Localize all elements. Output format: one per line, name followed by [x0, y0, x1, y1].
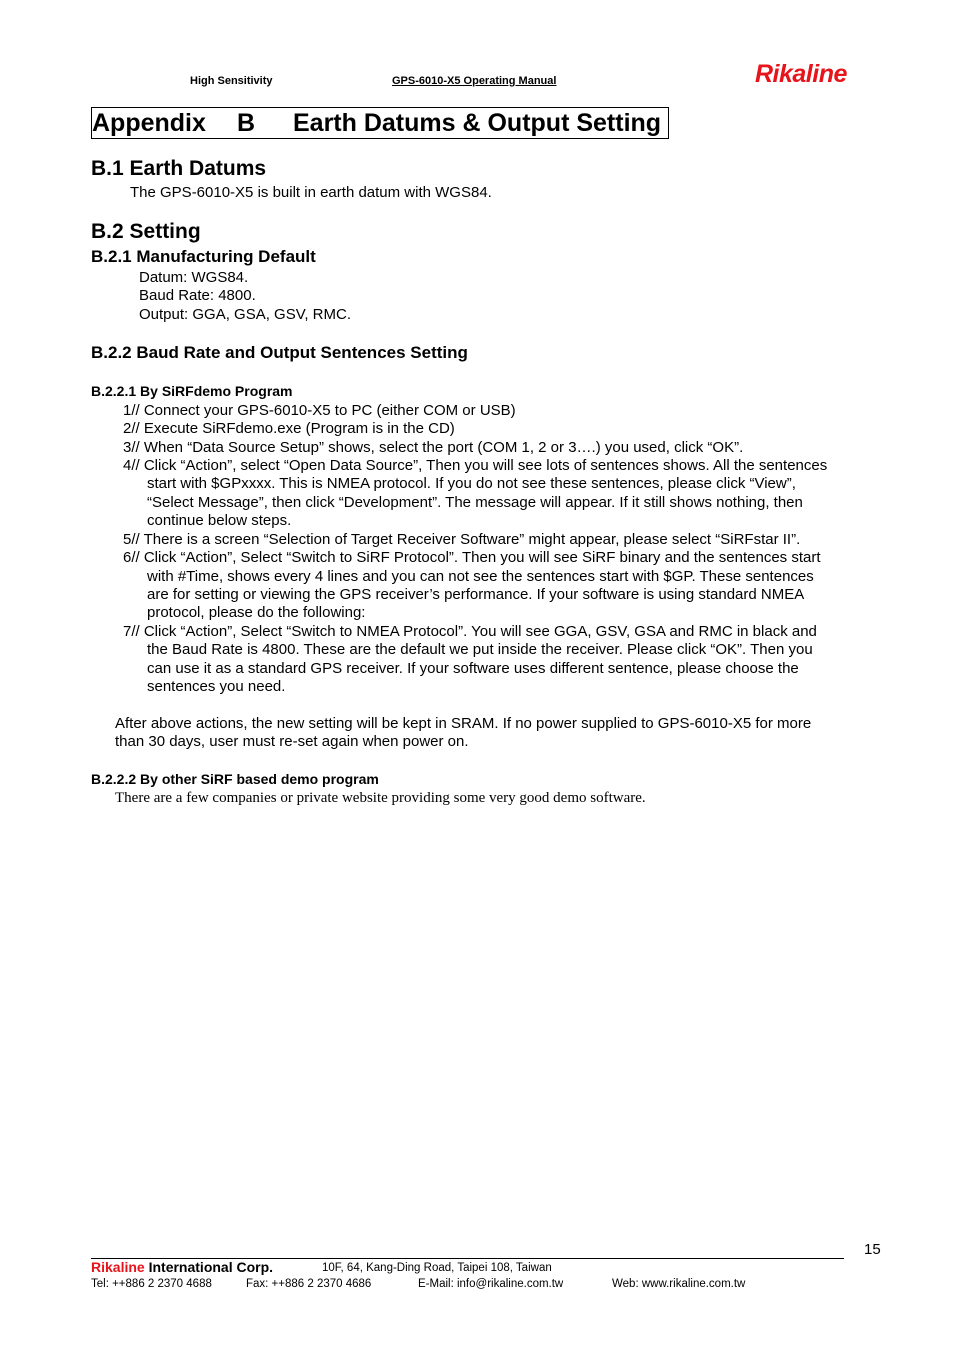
step-line: continue below steps.	[147, 512, 292, 529]
step-line: “Select Message”, then click “Development”. The message will appear. If it still shows nothing, then	[147, 494, 803, 511]
step-line: the Baud Rate is 4800. These are the default we put inside the receiver. Please click “OK”. Then you	[147, 641, 813, 658]
step-line: with #Time, shows every 4 lines and you can not see the sentences start with $GP. These sentences	[147, 568, 814, 585]
section-b222-text: There are a few companies or private website providing some very good demo software.	[115, 790, 646, 806]
footer-fax: Fax: ++886 2 2370 4686	[246, 1278, 372, 1290]
appendix-title: Earth Datums & Output Setting	[293, 109, 662, 137]
step-line: 4// Click “Action”, select “Open Data Source”, Then you will see lots of sentences shows. All the sentences	[123, 457, 828, 474]
section-b222-heading: B.2.2.2 By other SiRF based demo program	[91, 771, 379, 787]
after-actions-text: After above actions, the new setting will be kept in SRAM. If no power supplied to GPS-6010-X5 for more	[115, 715, 812, 732]
appendix-label: Appendix	[92, 109, 206, 137]
section-b2-heading: B.2 Setting	[91, 220, 201, 243]
default-item: Baud Rate: 4800.	[139, 287, 256, 304]
footer-address: 10F, 64, Kang-Ding Road, Taipei 108, Taiwan	[322, 1262, 552, 1274]
section-b1-heading: B.1 Earth Datums	[91, 157, 267, 180]
page-number: 15	[864, 1241, 881, 1258]
footer-tel: Tel: ++886 2 2370 4688	[91, 1278, 212, 1290]
footer-company-rest: International Corp.	[144, 1259, 274, 1275]
section-b21-heading: B.2.1 Manufacturing Default	[91, 247, 316, 266]
step-line: protocol, please do the following:	[147, 604, 366, 621]
step-line: can use it as a standard GPS receiver. If your software uses different sentence, please choose the	[147, 660, 799, 677]
step-line: 2// Execute SiRFdemo.exe (Program is in the CD)	[123, 420, 455, 437]
section-b221-heading: B.2.2.1 By SiRFdemo Program	[91, 383, 293, 399]
rikaline-logo: Rikaline	[755, 60, 847, 88]
header-manual-title: GPS-6010-X5 Operating Manual	[392, 75, 557, 87]
step-line: are for setting or viewing the GPS receiver’s performance. If your software is using standard NMEA	[147, 586, 805, 603]
default-item: Output: GGA, GSA, GSV, RMC.	[139, 306, 352, 323]
step-line: 3// When “Data Source Setup” shows, select the port (COM 1, 2 or 3….) you used, click “OK”.	[123, 439, 744, 456]
step-line: 7// Click “Action”, Select “Switch to NMEA Protocol”. You will see GGA, GSV, GSA and RMC in black and	[123, 623, 817, 640]
section-b1-text: The GPS-6010-X5 is built in earth datum with WGS84.	[130, 184, 492, 201]
footer-company	[91, 1259, 273, 1275]
appendix-title-box	[91, 107, 669, 139]
default-item: Datum: WGS84.	[139, 269, 249, 286]
step-line: 1// Connect your GPS-6010-X5 to PC (either COM or USB)	[123, 402, 516, 419]
footer-company-brand: Rikaline	[91, 1259, 145, 1275]
step-line: 5// There is a screen “Selection of Target Receiver Software” might appear, please select “SiRFstar II”.	[123, 531, 801, 548]
footer-email: E-Mail: info@rikaline.com.tw	[418, 1278, 564, 1290]
step-line: 6// Click “Action”, Select “Switch to SiRF Protocol”. Then you will see SiRF binary and the sentences start	[123, 549, 821, 566]
header-left-text: High Sensitivity	[190, 75, 273, 87]
after-actions-text: than 30 days, user must re-set again when power on.	[115, 733, 469, 750]
section-b22-heading: B.2.2 Baud Rate and Output Sentences Setting	[91, 343, 468, 362]
appendix-letter: B	[237, 109, 256, 137]
footer-web: Web: www.rikaline.com.tw	[612, 1278, 746, 1290]
step-line: start with $GPxxxx. This is NMEA protocol. If you do not see these sentences, please click “View”,	[147, 475, 796, 492]
step-line: sentences you need.	[147, 678, 286, 695]
